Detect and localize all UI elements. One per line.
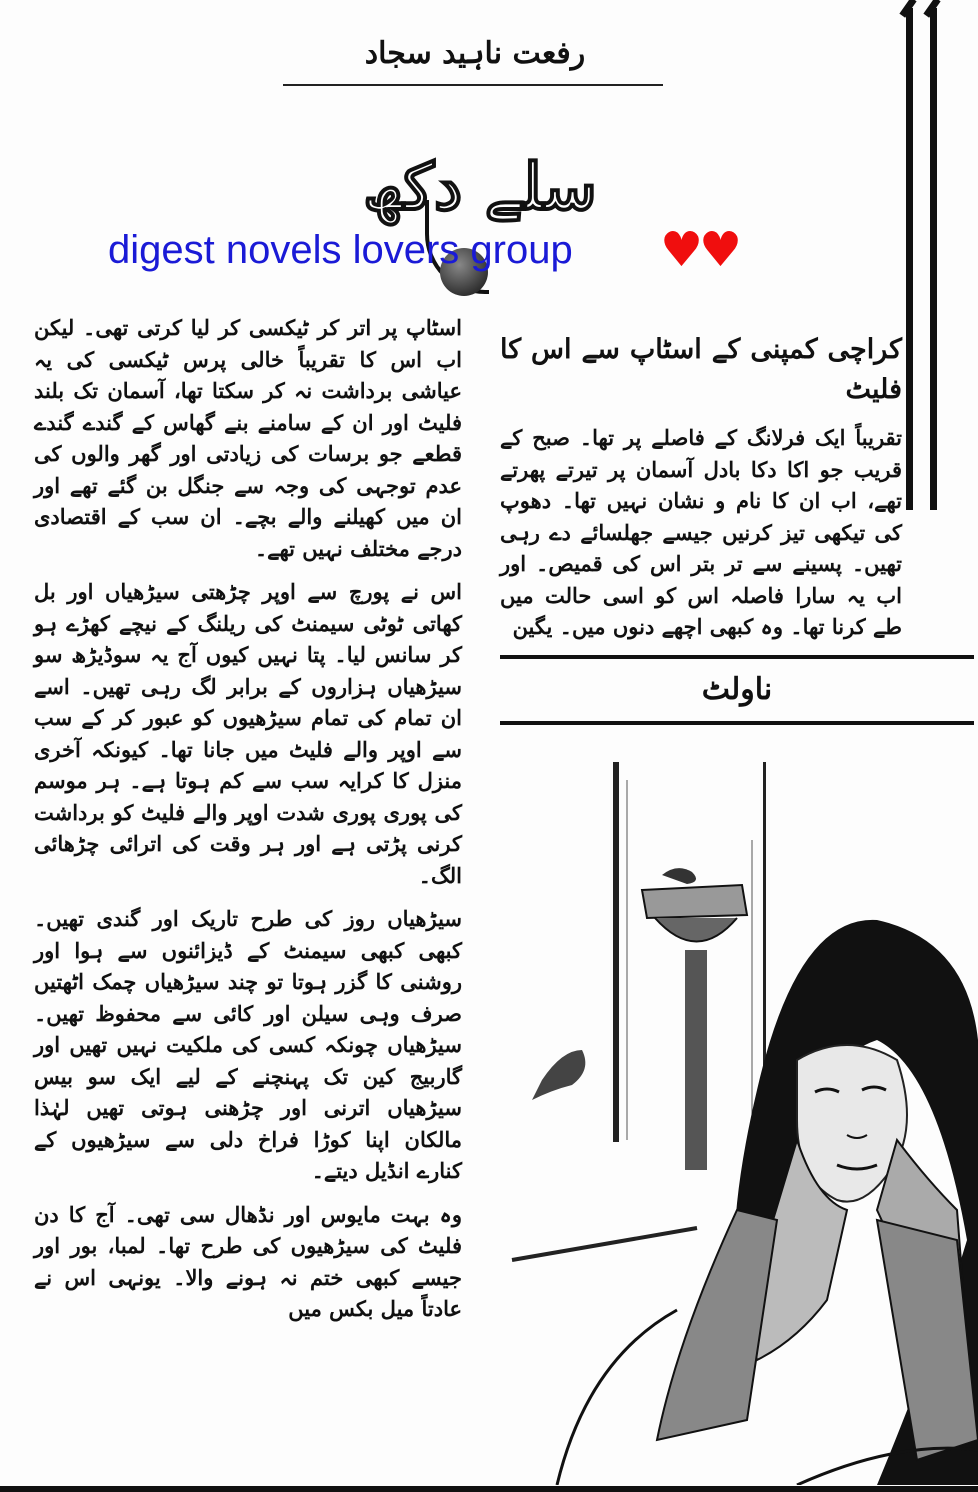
right-column-text xyxy=(500,330,902,655)
paragraph: تقریباً ایک فرلانگ کے فاصلے پر تھا۔ صبح کے قریب جو اکا دکا بادل آسمان پر تیرتے پھرتے تھے، اب ان کا نام و نشان نہیں تھا۔ دھوپ کی تیکھی تیز کرنیں جیسے جھلسائے دے رہی تھیں۔ پسینے سے تر بتر اس کی قمیص۔ اور اب یہ سارا فاصلہ اس کو اسی حالت میں طے کرنا تھا۔ وہ کبھی اچھے دنوں میں۔ یگین xyxy=(500,425,902,639)
left-column-text xyxy=(34,312,462,1337)
genre-label: ناولٹ xyxy=(701,672,773,707)
vertical-rail-decoration xyxy=(906,8,913,510)
paragraph: اس نے پورچ سے اوپر چڑھتی سیڑھیاں اور بل کھاتی ٹوٹی سیمنٹ کی ریلنگ کے نیچے کھڑے ہو کر سانس لیا۔ پتا نہیں کیوں آج یہ سوڈیڑھ سو سیڑھیاں ہزاروں کے برابر لگ رہی تھیں۔ اسے ان تمام کی تمام سیڑھیوں کو عبور کر کے سب سے اوپر والے فلیٹ میں جانا تھا۔ کیونکہ آخری منزل کا کرایہ سب سے کم ہوتا ہے۔ ہر موسم کی پوری پوری شدت اوپر والے فلیٹ کو برداشت کرنی پڑتی ہے اور ہر وقت کی اترائی چڑھائی الگ۔ xyxy=(34,579,462,888)
story-title-calligraphy: سلے دکھ xyxy=(363,150,597,225)
paragraph: اسٹاپ پر اتر کر ٹیکسی کر لیا کرتی تھی۔ لیکن اب اس کا تقریباً خالی پرس ٹیکسی کی یہ عیاشی برداشت نہ کر سکتا تھا، آسمان تک بلند فلیٹ اور ان کے سامنے بنے گھاس کے گندے گندے قطعے جو برسات کی زیادتی اور گھر والوں کی عدم توجہی کی وجہ سے جنگل بن گئے تھے اور ان میں کھیلنے والے بچے۔ ان سب کے اقتصادی درجے مختلف نہیں تھے۔ xyxy=(34,315,462,561)
heart-icon: ♥♥ xyxy=(660,222,739,278)
author-divider xyxy=(283,84,663,86)
paragraph: سیڑھیاں روز کی طرح تاریک اور گندی تھیں۔ کبھی کبھی سیمنٹ کے ڈیزائنوں سے ہوا اور روشنی کا گزر ہوتا تو چند سیڑھیاں چمک اٹھتیں صرف وہی سیلن اور کائی سے محفوظ تھیں۔ سیڑھیاں چونکہ کسی کی ملکیت نہیں تھیں اور گاربیج کین تک پہنچنے کے لیے ایک سو بیس سیڑھیاں اترنی اور چڑھنی ہوتی تھیں لہٰذا مالکان اپنا کوڑا فراخ دلی سے سیڑھیوں کے کنارے انڈیل دیتے۔ xyxy=(34,906,462,1183)
watermark-text: digest novels lovers group xyxy=(108,228,573,272)
opening-line: کراچی کمپنی کے اسٹاپ سے اس کا فلیٹ xyxy=(500,334,902,405)
page-bottom-edge xyxy=(0,1486,978,1492)
banner-rule-bottom xyxy=(500,721,974,725)
banner-rule-top xyxy=(500,655,974,659)
paragraph: وہ بہت مایوس اور نڈھال سی تھی۔ آج کا دن فلیٹ کی سیڑھیوں کی طرح تھا۔ لمبا، بور اور جیسے کبھی ختم نہ ہونے والا۔ یونہی اس نے عادتاً میل بکس میں xyxy=(34,1201,462,1321)
story-illustration xyxy=(497,740,978,1485)
author-name: رفعت ناہید سجاد xyxy=(364,36,586,71)
vertical-rail-decoration xyxy=(930,8,937,510)
